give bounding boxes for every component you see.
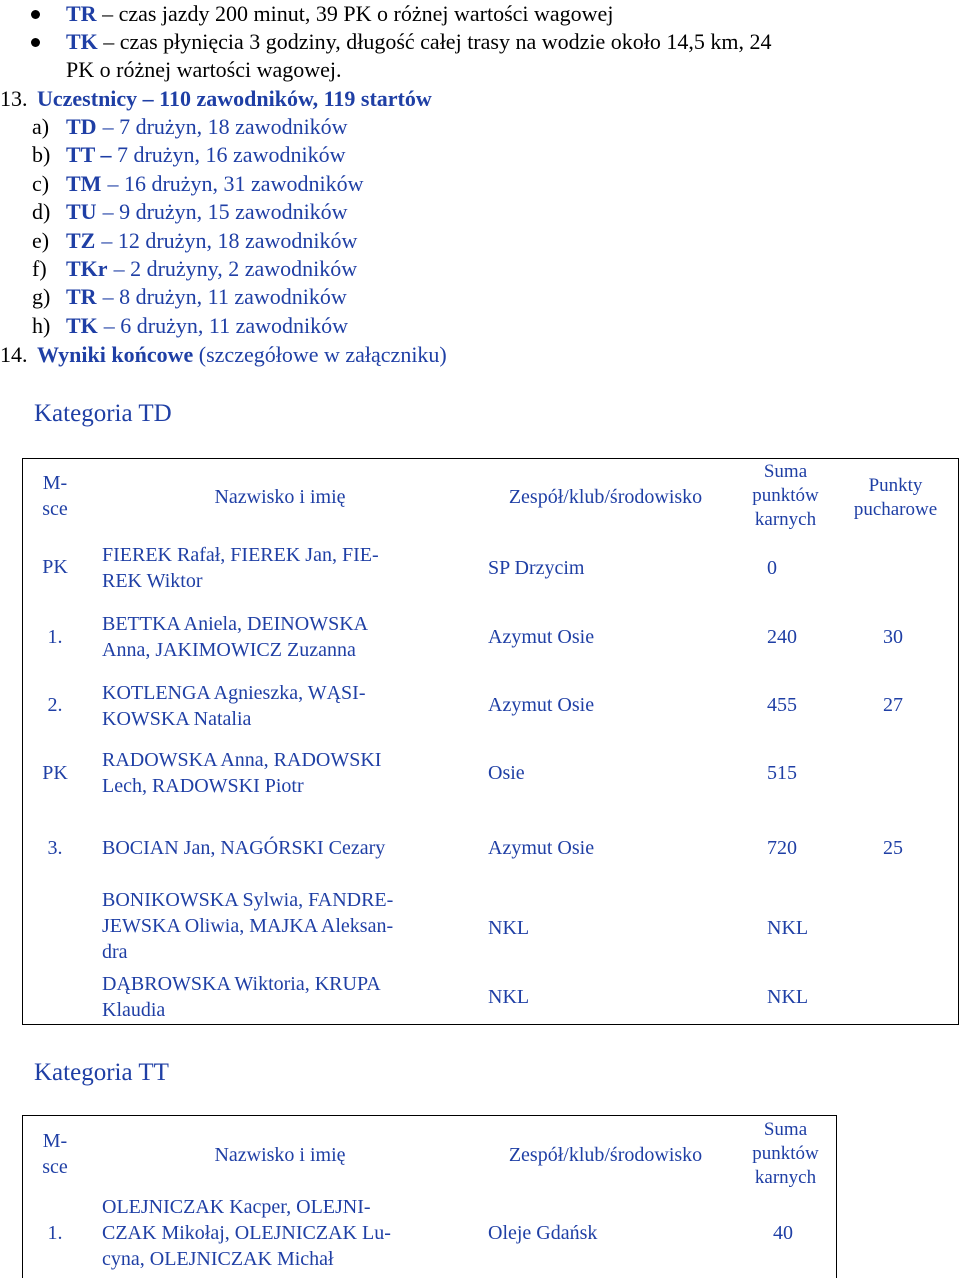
- row-name: KOTLENGA Agnieszka, WĄSI- KOWSKA Natalia: [102, 682, 366, 730]
- row-place: PK: [42, 556, 68, 578]
- participant-item: [32, 312, 348, 340]
- section-number: 14.: [0, 342, 28, 367]
- item-letter: g): [32, 284, 51, 310]
- row-penalty: 720: [767, 837, 797, 859]
- section-14-heading: [0, 341, 447, 369]
- section-title: Uczestnicy – 110 zawodników, 119 startów: [37, 86, 432, 111]
- item-code: TZ: [66, 227, 96, 253]
- item-text: – 2 drużyny, 2 zawodników: [113, 256, 358, 281]
- section-number: 13.: [0, 86, 28, 111]
- header-cup: Punkty pucharowe: [853, 475, 938, 520]
- row-penalty: NKL: [767, 986, 809, 1008]
- row-name: FIEREK Rafał, FIEREK Jan, FIE- REK Wiktor: [102, 544, 379, 592]
- category-td-title: Kategoria TD: [34, 400, 172, 427]
- bullet-dot: [31, 38, 40, 47]
- bullet-line-tk: [66, 28, 771, 56]
- row-team: Azymut Osie: [488, 837, 595, 859]
- item-letter: h): [32, 312, 51, 338]
- row-penalty: 240: [767, 626, 797, 648]
- header-team: Zespół/klub/środowisko: [508, 1144, 703, 1166]
- header-penalty: Suma punktów karnych: [752, 1119, 819, 1188]
- item-code-dash: –: [94, 142, 112, 168]
- row-penalty: 40: [773, 1222, 793, 1244]
- row-penalty: 0: [767, 557, 777, 579]
- row-cup: 27: [883, 694, 903, 716]
- row-place: 2.: [47, 694, 63, 716]
- row-place: 1.: [47, 626, 63, 648]
- bullet-text: – czas jazdy 200 minut, 39 PK o różnej wartości wagowej: [102, 1, 614, 26]
- row-name: DĄBROWSKA Wiktoria, KRUPA Klaudia: [102, 973, 381, 1021]
- item-code: TM: [66, 170, 102, 196]
- item-letter: b): [32, 142, 51, 168]
- bullet-dot: [31, 10, 40, 19]
- code-tk: TK: [66, 29, 98, 54]
- item-code: TD: [66, 114, 97, 139]
- bullet-cont: PK o różnej wartości wagowej.: [66, 57, 342, 82]
- row-penalty: 515: [767, 762, 797, 784]
- row-team: NKL: [488, 917, 530, 939]
- item-code: TKr: [66, 256, 108, 281]
- header-name: Nazwisko i imię: [214, 486, 346, 508]
- participant-item: [32, 198, 348, 226]
- category-tt-title: Kategoria TT: [34, 1059, 169, 1086]
- item-letter: e): [32, 227, 50, 253]
- header-penalty: Suma punktów karnych: [752, 461, 819, 530]
- participant-item: [32, 255, 357, 283]
- row-name: BOCIAN Jan, NAGÓRSKI Cezary: [102, 837, 386, 859]
- item-letter: f): [32, 256, 47, 281]
- row-team: NKL: [488, 986, 530, 1008]
- item-code: TR: [66, 284, 97, 310]
- bullet-text: – czas płynięcia 3 godziny, długość całej trasy na wodzie około 14,5 km, 24: [103, 29, 772, 54]
- header-name: Nazwisko i imię: [214, 1144, 346, 1166]
- item-text: – 6 drużyn, 11 zawodników: [103, 312, 348, 338]
- item-letter: c): [32, 170, 50, 196]
- bullet-line-tr: [66, 0, 613, 28]
- section-subtitle: (szczegółowe w załączniku): [198, 342, 447, 367]
- item-code: TK: [66, 312, 98, 338]
- row-name: BETTKA Aniela, DEINOWSKA Anna, JAKIMOWICZ Zuzanna: [102, 613, 369, 661]
- section-13-heading: [0, 85, 432, 113]
- participant-item: [32, 170, 363, 198]
- row-name: BONIKOWSKA Sylwia, FANDRE- JEWSKA Oliwia, MAJKA Aleksan- dra: [102, 889, 394, 963]
- row-name: RADOWSKA Anna, RADOWSKI Lech, RADOWSKI Piotr: [102, 749, 382, 797]
- item-code: TU: [66, 199, 97, 225]
- row-team: Oleje Gdańsk: [488, 1222, 598, 1244]
- section-title: Wyniki końcowe: [37, 342, 194, 367]
- participant-item: [32, 113, 348, 141]
- row-team: Azymut Osie: [488, 694, 595, 716]
- participant-item: [32, 283, 347, 311]
- item-text: 7 drużyn, 16 zawodników: [111, 142, 346, 168]
- item-text: – 12 drużyn, 18 zawodników: [101, 227, 358, 253]
- row-penalty: NKL: [767, 917, 809, 939]
- header-place: M- sce: [42, 1130, 68, 1178]
- row-place: PK: [42, 762, 68, 784]
- item-text: – 16 drużyn, 31 zawodników: [107, 170, 364, 196]
- row-team: Osie: [488, 762, 525, 784]
- row-team: Azymut Osie: [488, 626, 595, 648]
- row-cup: 25: [883, 837, 903, 859]
- row-place: 1.: [47, 1222, 63, 1244]
- item-text: – 8 drużyn, 11 zawodników: [102, 284, 347, 310]
- header-team: Zespół/klub/środowisko: [508, 486, 703, 508]
- row-team: SP Drzycim: [488, 557, 585, 579]
- item-letter: a): [32, 114, 50, 139]
- participant-item: [32, 227, 357, 255]
- item-code: TT: [66, 142, 95, 168]
- row-place: 3.: [47, 837, 63, 859]
- item-text: – 7 drużyn, 18 zawodników: [102, 114, 348, 139]
- row-penalty: 455: [767, 694, 797, 716]
- code-tr: TR: [66, 1, 97, 26]
- item-letter: d): [32, 199, 51, 225]
- row-cup: 30: [883, 626, 903, 648]
- participant-item: [32, 141, 345, 169]
- header-place: M- sce: [42, 472, 68, 520]
- row-name: OLEJNICZAK Kacper, OLEJNI- CZAK Mikołaj, OLEJNICZAK Lu- cyna, OLEJNICZAK Michał: [102, 1196, 391, 1270]
- item-text: – 9 drużyn, 15 zawodników: [102, 199, 348, 225]
